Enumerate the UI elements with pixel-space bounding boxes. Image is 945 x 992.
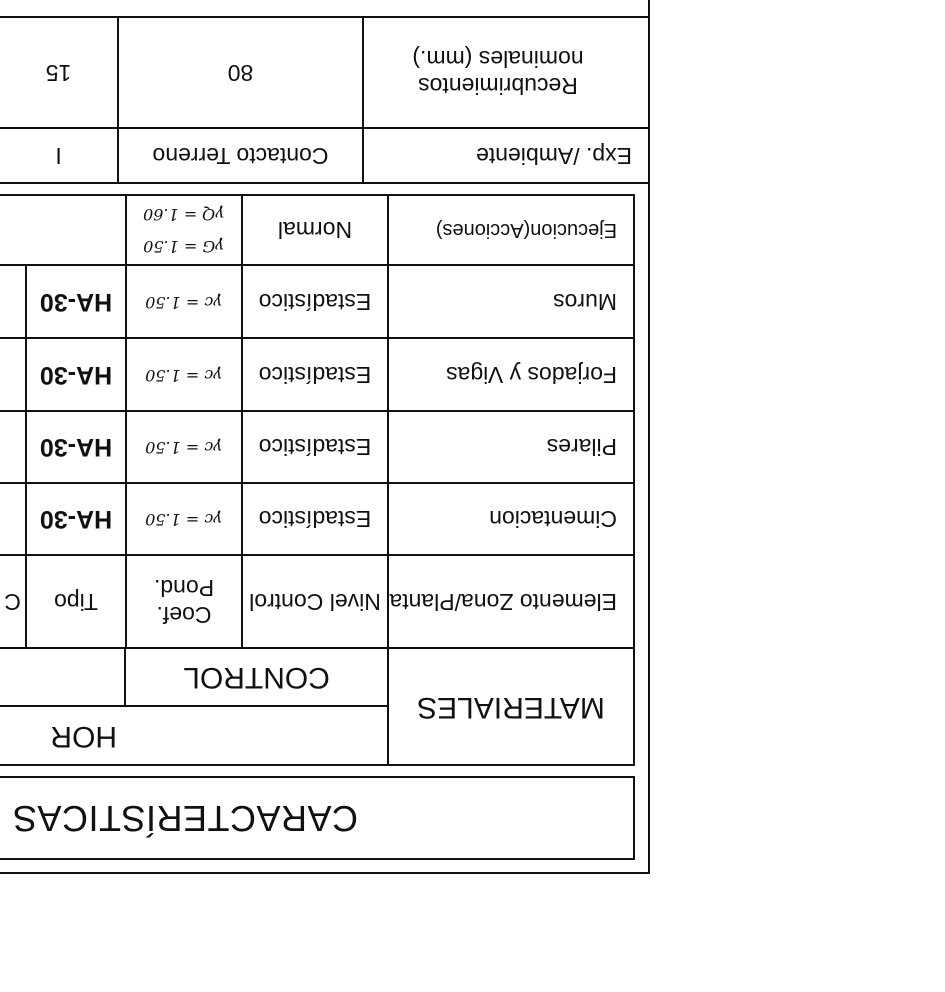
exposure-value: Contacto Terreno <box>152 142 329 169</box>
row-nivel: Estadístico <box>258 288 372 315</box>
execution-nivel: Normal <box>277 217 353 244</box>
col-coef-header: Coef. Pond. <box>153 575 215 628</box>
row-element: Cimentacion <box>489 506 617 533</box>
row-tipo: HA-30 <box>39 360 113 389</box>
materials-table-left <box>633 194 635 766</box>
row-tipo: HA-30 <box>39 287 113 316</box>
materials-header: MATERIALES <box>417 690 605 724</box>
control-header: CONTROL <box>183 661 330 695</box>
cover-value: 80 <box>227 59 254 86</box>
exposure-table-top <box>0 182 650 184</box>
row-element: Muros <box>553 288 617 315</box>
cover-label: Recubrimientos nominales (mm.) <box>412 46 584 99</box>
col-partial-header: C <box>4 588 21 615</box>
col-nivel-header: Nivel Control <box>249 588 381 615</box>
row-nivel: Estadístico <box>258 434 372 461</box>
hor-header: HOR <box>50 719 117 753</box>
row-tipo: HA-30 <box>39 433 113 462</box>
row-coef: γc = 1.50 <box>145 438 223 458</box>
exposure-code: I <box>55 142 62 169</box>
row-nivel: Estadístico <box>258 506 372 533</box>
exposure-table-left <box>648 0 650 184</box>
execution-coef-q: γQ = 1.60 <box>143 205 225 225</box>
outer-frame-top <box>0 872 650 874</box>
col-tipo-header: Tipo <box>54 588 98 615</box>
exposure-label: Exp. /Ambiente <box>476 142 632 169</box>
row-element: Forjados y Vigas <box>446 361 617 388</box>
row-tipo: HA-30 <box>39 505 113 534</box>
cover-value-2: 15 <box>45 59 72 86</box>
row-coef: γc = 1.50 <box>145 510 223 530</box>
execution-label: Ejecucion(Acciones) <box>435 219 617 242</box>
row-nivel: Estadístico <box>258 361 372 388</box>
col-element-header: Elemento Zona/Planta <box>389 588 617 615</box>
execution-coef-g: γG = 1.50 <box>143 237 225 257</box>
materials-table-top <box>0 764 635 766</box>
title-box-left <box>633 776 635 860</box>
row-element: Pilares <box>546 434 617 461</box>
characteristics-title: CARACTERÍSTICAS <box>12 797 358 839</box>
title-box-top <box>0 858 635 860</box>
row-coef: γc = 1.50 <box>145 292 223 312</box>
row-coef: γc = 1.50 <box>145 365 223 385</box>
